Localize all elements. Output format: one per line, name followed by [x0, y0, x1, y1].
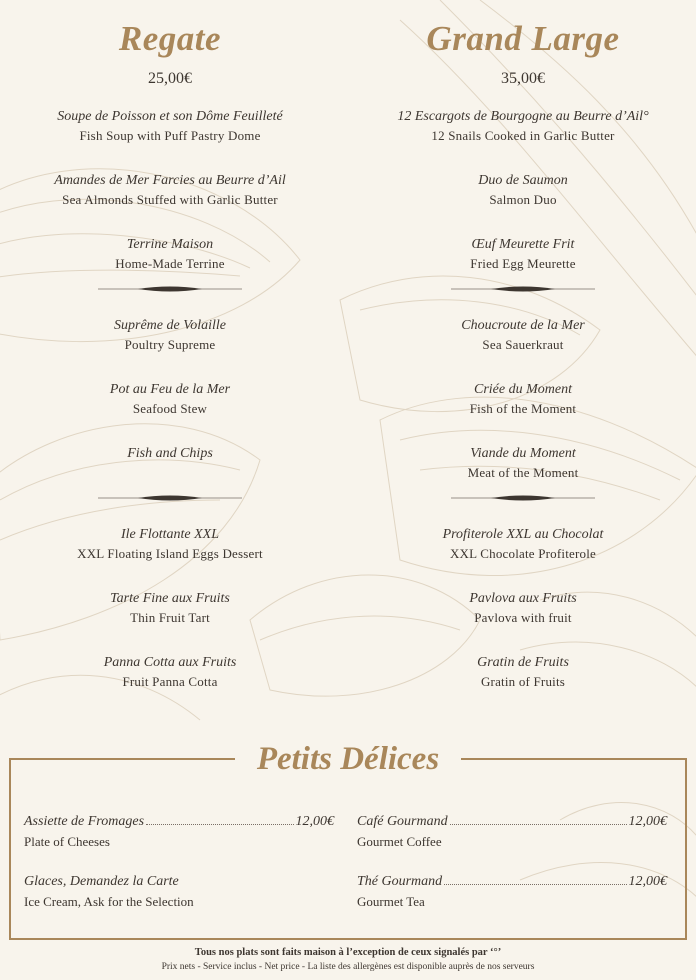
dish-name-en: Home-Made Terrine	[115, 256, 225, 271]
dish-name-fr: Fish and Chips	[127, 446, 213, 461]
dish-name-en: Salmon Duo	[489, 192, 557, 207]
dish	[20, 107, 320, 171]
dish	[20, 589, 320, 653]
dish-name-en: Fruit Panna Cotta	[122, 674, 218, 689]
dish	[373, 107, 673, 171]
dish	[20, 316, 320, 380]
dish-name-fr: Criée du Moment	[474, 382, 572, 397]
dish-name-fr: Viande du Moment	[470, 446, 576, 461]
homemade-note: Tous nos plats sont faits maison à l’exception de ceux signalés par ‘°’	[194, 947, 502, 958]
menu-price: 25,00€	[148, 70, 192, 87]
dot-leader	[444, 884, 626, 885]
item-name-fr: Assiette de Fromages	[24, 814, 145, 829]
dish-name-en: Sea Sauerkraut	[482, 337, 564, 352]
dish	[373, 235, 673, 279]
ornament-divider	[98, 488, 242, 508]
footer	[0, 946, 696, 974]
dot-leader	[450, 824, 627, 825]
dish-name-fr: Duo de Saumon	[478, 173, 568, 188]
dish-name-en: Sea Almonds Stuffed with Garlic Butter	[62, 192, 278, 207]
dish-name-fr: Choucroute de la Mer	[461, 318, 585, 333]
item-name-en: Gourmet Coffee	[357, 834, 442, 849]
course-mains	[373, 299, 673, 488]
dish-name-en: 12 Snails Cooked in Garlic Butter	[431, 128, 615, 143]
dish-name-en: Fish of the Moment	[469, 401, 577, 416]
menu-title: Regate	[118, 19, 222, 58]
dish	[20, 235, 320, 279]
dish-name-en: XXL Floating Island Eggs Dessert	[77, 546, 263, 561]
dish-name-fr: Amandes de Mer Farcies au Beurre d’Ail	[54, 173, 286, 188]
dish-name-fr: Terrine Maison	[126, 237, 214, 252]
dish-name-fr: Pavlova aux Fruits	[469, 591, 577, 606]
dish	[373, 171, 673, 235]
dish-name-fr: 12 Escargots de Bourgogne au Beurre d’Ail°	[397, 109, 649, 124]
course-starters	[373, 90, 673, 279]
ornament-divider	[451, 488, 595, 508]
course-desserts	[373, 508, 673, 717]
petit-delice-item	[24, 872, 334, 912]
course-desserts	[20, 508, 320, 717]
item-price: 12,00€	[628, 814, 667, 829]
dish-name-en: Meat of the Moment	[467, 465, 579, 480]
item-name-fr: Thé Gourmand	[357, 874, 443, 889]
dish	[373, 316, 673, 380]
petit-delice-item	[24, 812, 334, 852]
dish-name-en: Fish Soup with Puff Pastry Dome	[79, 128, 261, 143]
dish	[20, 653, 320, 717]
petit-delice-item	[357, 872, 667, 912]
ornament-divider	[98, 279, 242, 299]
dish	[373, 444, 673, 488]
menu-grand-large	[373, 18, 673, 717]
petit-delice-item	[357, 812, 667, 852]
price-allergen-note: Prix nets - Service inclus - Net price - La liste des allergènes est disponible auprès de nos serveurs	[161, 962, 535, 972]
item-name-fr: Glaces, Demandez la Carte	[24, 874, 179, 889]
dot-leader	[146, 824, 293, 825]
dish	[20, 444, 320, 488]
dish-name-en: Pavlova with fruit	[474, 610, 572, 625]
item-name-en: Plate of Cheeses	[24, 834, 110, 849]
dish-name-fr: Profiterole XXL au Chocolat	[442, 527, 604, 542]
dish-name-fr: Gratin de Fruits	[477, 655, 569, 670]
dish	[373, 589, 673, 653]
dish-name-en: Seafood Stew	[132, 401, 208, 416]
petits-delices-box	[9, 741, 687, 940]
dish-name-fr: Ile Flottante XXL	[121, 527, 219, 542]
item-price: 12,00€	[295, 814, 334, 829]
dish-name-en: Thin Fruit Tart	[130, 610, 210, 625]
item-name-en: Ice Cream, Ask for the Selection	[24, 894, 194, 909]
item-name-fr: Café Gourmand	[357, 814, 448, 829]
dish	[20, 525, 320, 589]
dish	[373, 525, 673, 589]
dish-name-en: XXL Chocolate Profiterole	[449, 546, 597, 561]
dish-name-fr: Tarte Fine aux Fruits	[110, 591, 230, 606]
course-starters	[20, 90, 320, 279]
item-name-en: Gourmet Tea	[357, 894, 425, 909]
dish	[20, 380, 320, 444]
dish	[373, 380, 673, 444]
dish-name-en	[20, 464, 320, 482]
dish-name-en: Fried Egg Meurette	[470, 256, 576, 271]
menu-regate	[20, 18, 320, 717]
dish	[20, 171, 320, 235]
petits-delices-title: Petits Délices	[235, 736, 461, 782]
dish-name-fr: Pot au Feu de la Mer	[109, 382, 231, 397]
dish-name-fr: Suprême de Volaille	[114, 318, 226, 333]
item-price: 12,00€	[628, 874, 667, 889]
course-mains	[20, 299, 320, 488]
dish-name-fr: Soupe de Poisson et son Dôme Feuilleté	[57, 109, 283, 124]
menu-title: Grand Large	[426, 19, 620, 58]
dish-name-en: Poultry Supreme	[124, 337, 216, 352]
dish	[373, 653, 673, 717]
menu-price: 35,00€	[501, 70, 545, 87]
dish-name-en: Gratin of Fruits	[480, 674, 566, 689]
dish-name-fr: Œuf Meurette Frit	[471, 237, 575, 252]
ornament-divider	[451, 279, 595, 299]
dish-name-fr: Panna Cotta aux Fruits	[103, 655, 237, 670]
